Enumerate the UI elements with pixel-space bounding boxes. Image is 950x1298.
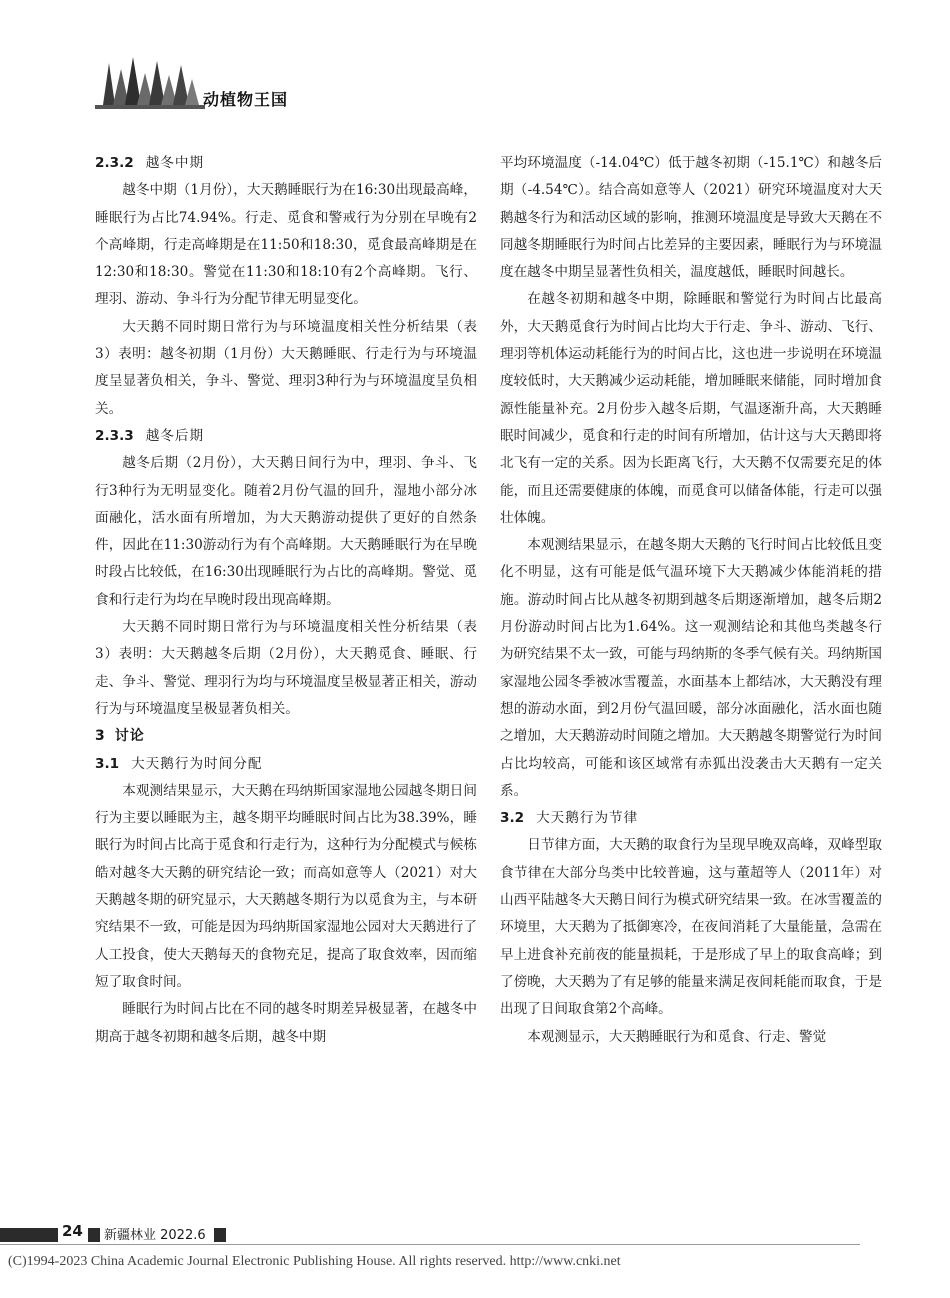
section-title: 大天鹅行为节律	[536, 810, 639, 827]
body-paragraph: 睡眠行为时间占比在不同的越冬时期差异极显著，在越冬中期高于越冬初期和越冬后期，越冬中期	[95, 1001, 477, 1045]
page-footer	[0, 1220, 950, 1246]
section-heading	[500, 805, 882, 832]
body-paragraph: 大天鹅不同时期日常行为与环境温度相关性分析结果（表3）表明：大天鹅越冬后期（2月份），大天鹅觅食、睡眠、行走、争斗、警觉、理羽行为均与环境温度呈极显著正相关，游动行为与环境温度呈极显著负相关。	[95, 619, 477, 717]
right-column	[500, 150, 882, 1051]
section-heading	[95, 150, 477, 177]
section-number: 3.1	[95, 755, 120, 772]
body-paragraph: 在越冬初期和越冬中期，除睡眠和警觉行为时间占比最高外，大天鹅觅食行为时间占比均大于行走、争斗、游动、飞行、理羽等机体运动耗能行为的时间占比，这也进一步说明在环境温度较低时，大天鹅减少运动耗能，增加睡眠来储能，同时增加食源性能量补充。2月份步入越冬后期，气温逐渐升高，大天鹅睡眠时间减少，觅食和行走的时间有所增加，估计这与大天鹅即将北飞有一定的关系。因为长距离飞行，大天鹅不仅需要充足的体能，而且还需要健康的体魄，而觅食可以储备体能，行走可以强壮体魄。	[500, 291, 882, 526]
footer-bar	[88, 1228, 100, 1242]
body-paragraph: 平均环境温度（-14.04℃）低于越冬初期（-15.1℃）和越冬后期（-4.54℃）。结合高如意等人（2021）研究环境温度对大天鹅越冬行为和活动区域的影响，推测环境温度是导致大天鹅在不同越冬期睡眠行为时间占比差异的主要因素，睡眠行为与环境温度在越冬中期呈显著性负相关，温度越低，睡眠时间越长。	[500, 155, 882, 281]
body-paragraph: 本观测结果显示，在越冬期大天鹅的飞行时间占比较低且变化不明显，这有可能是低气温环境下大天鹅减少体能消耗的措施。游动时间占比从越冬初期到越冬后期逐渐增加，越冬后期2月份游动时间占比为1.64%。这一观测结论和其他鸟类越冬行为研究结果不太一致，可能与玛纳斯的冬季气候有关。玛纳斯国家湿地公园冬季被冰雪覆盖，水面基本上都结冰，大天鹅没有理想的游动水面，到2月份气温回暖，部分冰面融化，活水面也随之增加，大天鹅游动时间随之增加。大天鹅越冬期警觉行为时间占比均较高，可能和该区域常有赤狐出没袭击大天鹅有一定关系。	[500, 537, 882, 799]
page-header	[95, 55, 875, 115]
footer-bar	[0, 1228, 58, 1242]
copyright-notice: (C)1994-2023 China Academic Journal Electronic Publishing House. All rights reserved. http://www.cnki.net	[8, 1254, 621, 1269]
body-paragraph: 本观测结果显示，大天鹅在玛纳斯国家湿地公园越冬期日间行为主要以睡眠为主，越冬期平均睡眠时间占比为38.39%，睡眠行为时间占比高于觅食和行走行为，这种行为分配模式与候栋皓对越冬大天鹅的研究结论一致；而高如意等人（2021）对大天鹅越冬期的研究显示，大天鹅越冬期行为以觅食为主，与本研究结果不一致，可能是因为玛纳斯国家湿地公园对大天鹅进行了人工投食，使大天鹅每天的食物充足，提高了取食效率，因而缩短了取食时间。	[95, 782, 477, 990]
left-column	[95, 150, 477, 1051]
forest-logo-icon	[95, 55, 205, 111]
section-title: 越冬中期	[145, 155, 205, 171]
section-number: 2.3.3	[95, 427, 134, 444]
section-number: 3.2	[500, 810, 525, 827]
section-heading	[95, 723, 477, 750]
body-paragraph: 日节律方面，大天鹅的取食行为呈现早晚双高峰，双峰型取食节律在大部分鸟类中比较普遍，这与董超等人（2011年）对山西平陆越冬大天鹅日间行为模式研究结果一致。在冰雪覆盖的环境里，大天鹅为了抵御寒冷，在夜间消耗了大量能量，急需在早上进食补充前夜的能量损耗，于是形成了早上的取食高峰；到了傍晚，大天鹅为了有足够的能量来满足夜间耗能而取食，于是出现了日间取食第2个高峰。	[500, 837, 882, 1018]
body-paragraph: 本观测显示，大天鹅睡眠行为和觅食、行走、警觉	[527, 1028, 827, 1045]
footer-bar	[214, 1228, 226, 1242]
section-title: 讨论	[114, 728, 145, 745]
page-number: 24	[62, 1222, 83, 1240]
section-number: 2.3.2	[95, 155, 134, 171]
section-heading	[95, 751, 477, 778]
body-paragraph: 越冬中期（1月份），大天鹅睡眠行为在16:30出现最高峰，睡眠行为占比74.94%。行走、觅食和警戒行为分别在早晚有2个高峰期，行走高峰期是在11:50和18:30，觅食最高峰期是在12:30和18:30。警觉在11:30和18:10有2个高峰期。飞行、理羽、游动、争斗行为分配节律无明显变化。	[95, 182, 477, 308]
section-heading	[95, 423, 477, 450]
journal-name: 新疆林业 2022.6	[104, 1228, 206, 1243]
section-title: 越冬后期	[145, 427, 205, 444]
body-paragraph: 大天鹅不同时期日常行为与环境温度相关性分析结果（表3）表明：越冬初期（1月份）大天鹅睡眠、行走行为与环境温度呈显著负相关，争斗、警觉、理羽3种行为与环境温度呈负相关。	[95, 318, 477, 417]
section-name: 动植物王国	[203, 90, 289, 109]
footer-divider	[0, 1244, 860, 1245]
body-paragraph: 越冬后期（2月份），大天鹅日间行为中，理羽、争斗、飞行3种行为无明显变化。随着2月份气温的回升，湿地小部分冰面融化，活水面有所增加，为大天鹅游动提供了更好的自然条件，因此在11:30游动行为有个高峰期。大天鹅睡眠行为在早晚时段占比较低，在16:30出现睡眠行为占比的高峰期。警觉、觅食和行走行为均在早晚时段出现高峰期。	[95, 455, 477, 608]
section-number: 3	[95, 728, 105, 745]
section-title: 大天鹅行为时间分配	[131, 755, 263, 772]
